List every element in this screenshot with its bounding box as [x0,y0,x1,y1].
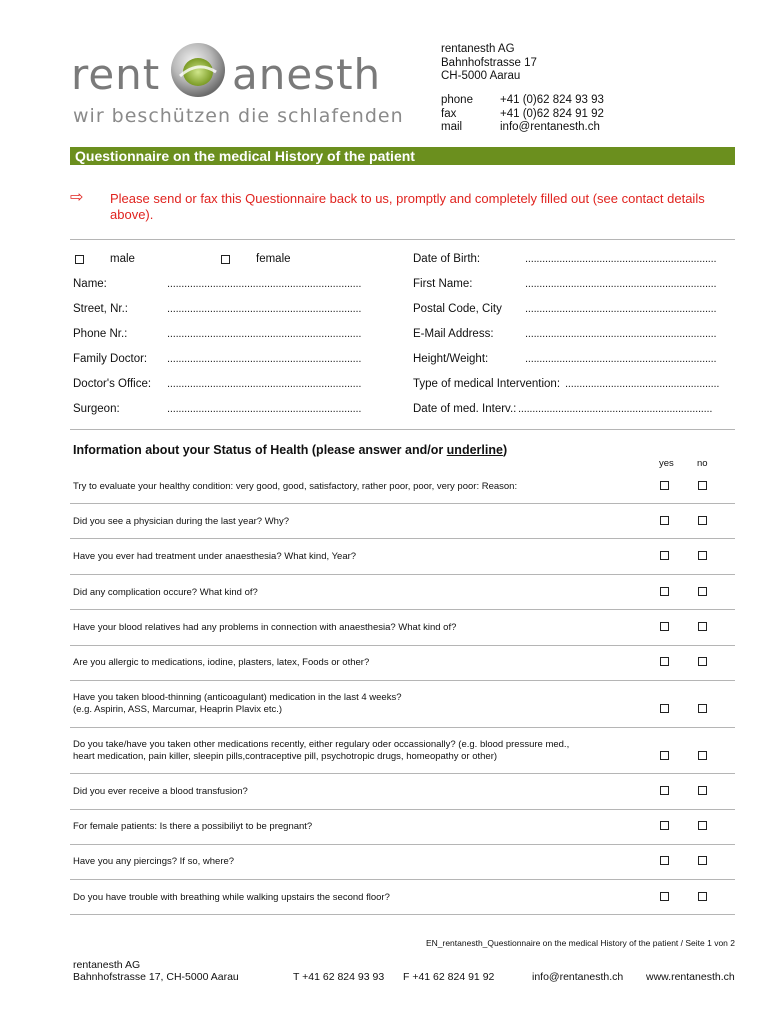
contact-block [441,43,537,84]
question-text: Have you taken blood-thinning (anticoagulant) medication in the last 4 weeks? [73,692,402,703]
contact-values [500,94,604,135]
no-checkbox[interactable] [698,622,707,631]
yes-checkbox[interactable] [660,892,669,901]
logo-emblem-icon [170,42,226,98]
no-checkbox[interactable] [698,551,707,560]
contact-fax-label: fax [441,107,457,120]
divider [70,809,735,810]
question-text-line2: (e.g. Aspirin, ASS, Marcumar, Heaprin Plavix etc.) [73,704,283,715]
no-checkbox[interactable] [698,587,707,596]
yes-column-header: yes [659,458,674,469]
contact-phone-label: phone [441,94,473,106]
no-checkbox[interactable] [698,751,707,760]
first-name-label: First Name: [413,278,473,290]
doctors-office-label: Doctor's Office: [73,378,152,390]
email-label: E-Mail Address: [413,328,494,340]
divider [70,574,735,575]
contact-company: rentanesth AG [441,43,515,55]
family-doctor-field[interactable]: .................................................................... [167,353,362,365]
logo-tagline: wir beschützen die schlafenden [73,105,404,127]
male-label: male [110,253,135,265]
surgeon-label: Surgeon: [73,403,120,415]
no-checkbox[interactable] [698,516,707,525]
intervention-type-label: Type of medical Intervention: [413,378,561,390]
name-field[interactable]: .................................................................... [167,278,362,290]
female-label: female [256,253,291,265]
divider [70,914,735,915]
intervention-type-field[interactable]: ...................................................... [565,378,720,390]
footer-address: Bahnhofstrasse 17, CH-5000 Aarau [73,971,239,983]
doctors-office-field[interactable]: .................................................................... [167,378,362,390]
divider [70,645,735,646]
question-text: Try to evaluate your healthy condition: very good, good, satisfactory, rather poor, poor, very poor: Reason: [73,481,518,492]
yes-checkbox[interactable] [660,622,669,631]
divider [70,680,735,681]
street-field[interactable]: .................................................................... [167,303,362,315]
surgeon-field[interactable]: .................................................................... [167,403,362,415]
contact-labels [441,94,473,135]
question-text: Have your blood relatives had any problems in connection with anaesthesia? What kind of? [73,622,457,633]
no-column-header: no [697,458,708,469]
no-checkbox[interactable] [698,856,707,865]
no-checkbox[interactable] [698,481,707,490]
female-checkbox[interactable] [221,255,230,264]
logo-word-rent: rent [71,50,161,99]
logo-word-anesth: anesth [232,50,382,99]
height-weight-field[interactable]: ................................................................... [525,353,717,365]
name-label: Name: [73,278,107,290]
question-text: Do you have trouble with breathing while walking upstairs the second floor? [73,892,390,903]
question-text: Do you take/have you taken other medications recently, either regulary oder occassionally? (e.g. blood pressure med., [73,739,570,750]
no-checkbox[interactable] [698,892,707,901]
divider [70,239,735,240]
yes-checkbox[interactable] [660,516,669,525]
divider [70,609,735,610]
contact-mail-value[interactable]: info@rentanesth.ch [500,121,600,133]
postal-code-label: Postal Code, City [413,303,502,315]
divider [70,844,735,845]
yes-checkbox[interactable] [660,551,669,560]
page-title: Questionnaire on the medical History of the patient [70,147,735,165]
phone-field[interactable]: .................................................................... [167,328,362,340]
yes-checkbox[interactable] [660,856,669,865]
divider [70,773,735,774]
no-checkbox[interactable] [698,704,707,713]
postal-code-field[interactable]: ................................................................... [525,303,717,315]
question-text: Did any complication occure? What kind of? [73,587,258,598]
footer-fax: F +41 62 824 91 92 [403,971,495,983]
yes-checkbox[interactable] [660,704,669,713]
no-checkbox[interactable] [698,657,707,666]
contact-fax-value: +41 (0)62 824 91 92 [500,107,604,120]
heading-underlined: underline [446,443,503,457]
phone-label: Phone Nr.: [73,328,128,340]
footer-email[interactable]: info@rentanesth.ch [532,971,624,983]
intervention-date-label: Date of med. Interv.: [413,403,517,415]
height-weight-label: Height/Weight: [413,353,489,365]
question-text: Did you ever receive a blood transfusion? [73,786,248,797]
question-text: Have you any piercings? If so, where? [73,856,235,867]
notice-text: Please send or fax this Questionnaire back to us, promptly and completely filled out (see contact details above). [110,191,705,222]
email-field[interactable]: ................................................................... [525,328,717,340]
divider [70,503,735,504]
street-label: Street, Nr.: [73,303,128,315]
heading-text: Information about your Status of Health (please answer and/or [73,443,447,457]
heading-end: ) [502,443,508,457]
no-checkbox[interactable] [698,821,707,830]
yes-checkbox[interactable] [660,786,669,795]
yes-checkbox[interactable] [660,481,669,490]
divider [70,538,735,539]
divider [70,727,735,728]
question-text: For female patients: Is there a possibiliyt to be pregnant? [73,821,313,832]
date-of-birth-field[interactable]: ................................................................... [525,253,717,265]
page-reference: EN_rentanesth_Questionnaire on the medical History of the patient / Seite 1 von 2 [425,938,735,948]
date-of-birth-label: Date of Birth: [413,253,481,265]
footer-company: rentanesth AG [73,959,141,971]
question-text: Are you allergic to medications, iodine, plasters, latex, Foods or other? [73,657,370,668]
footer-phone: T +41 62 824 93 93 [293,971,385,983]
divider [70,429,735,430]
male-checkbox[interactable] [75,255,84,264]
no-checkbox[interactable] [698,786,707,795]
health-section-heading [73,443,507,457]
question-text: Did you see a physician during the last year? Why? [73,516,289,527]
yes-checkbox[interactable] [660,751,669,760]
contact-phone-value: +41 (0)62 824 93 93 [500,94,604,106]
footer-website[interactable]: www.rentanesth.ch [646,971,735,983]
contact-city: CH-5000 Aarau [441,70,521,82]
yes-checkbox[interactable] [660,821,669,830]
arrow-right-icon: ⇨ [70,189,84,206]
divider [70,879,735,880]
question-text: Have you ever had treatment under anaesthesia? What kind, Year? [73,551,357,562]
family-doctor-label: Family Doctor: [73,353,148,365]
yes-checkbox[interactable] [660,587,669,596]
intervention-date-field[interactable]: .................................................................... [518,403,713,415]
yes-checkbox[interactable] [660,657,669,666]
contact-mail-label: mail [441,121,463,133]
question-text-line2: heart medication, pain killer, sleepin pills,contraceptive pill, psychotropic drugs, homeopathy or other) [73,751,498,762]
contact-street: Bahnhofstrasse 17 [441,56,537,69]
first-name-field[interactable]: ................................................................... [525,278,717,290]
